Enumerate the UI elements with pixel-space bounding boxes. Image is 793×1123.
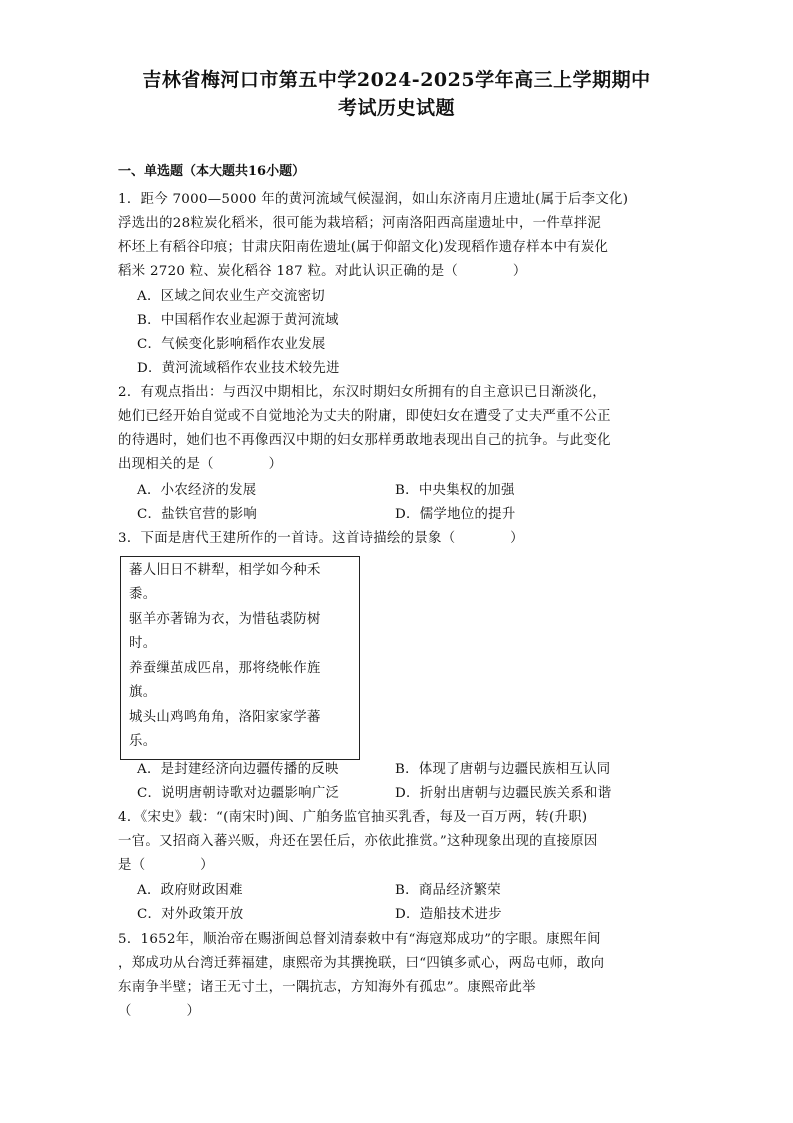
q2-stem-line: 的待遇时，她们也不再像西汉中期的妇女那样勇敢地表现出自己的抗争。与此变化: [118, 433, 611, 448]
poem-line: 驱羊亦著锦为衣，为惜毡裘防树: [129, 612, 321, 627]
q5-stem-line: 5．1652年，顺治帝在赐浙闽总督刘清泰敕中有“海寇郑成功”的字眼。康熙年间: [118, 932, 601, 947]
q4-option-b[interactable]: B．商品经济繁荣: [395, 883, 501, 898]
q1-option-b[interactable]: B．中国稻作农业起源于黄河流域: [137, 313, 339, 328]
poem-line: 黍。: [129, 587, 157, 602]
q4-stem-line: 一官。又招商入蕃兴贩，舟还在罢任后，亦依此推赏。”这种现象出现的直接原因: [118, 834, 598, 849]
q2-option-b[interactable]: B．中央集权的加强: [395, 483, 515, 498]
exam-title-line-1: 吉林省梅河口市第五中学2024-2025学年高三上学期期中: [142, 69, 651, 91]
poem-line: 城头山鸡鸣角角，洛阳家家学蕃: [129, 710, 321, 725]
exam-title-line-2: 考试历史试题: [337, 97, 455, 119]
q1-stem-line: 浮选出的28粒炭化稻米，很可能为栽培稻；河南洛阳西高崖遗址中，一件草拌泥: [118, 216, 602, 231]
q4-option-d[interactable]: D．造船技术进步: [395, 907, 502, 922]
q2-stem-line: 2．有观点指出：与西汉中期相比，东汉时期妇女所拥有的自主意识已日渐淡化，: [118, 385, 606, 400]
q1-stem-line: 1．距今 7000—5000 年的黄河流域气候湿润，如山东济南月庄遗址(属于后李文化): [118, 192, 629, 207]
q1-stem-line: 杯坯上有稻谷印痕；甘肃庆阳南佐遗址(属于仰韶文化)发现稻作遗存样本中有炭化: [118, 240, 609, 255]
q4-stem-line: 是（ ）: [118, 858, 214, 873]
poem-line: 蕃人旧日不耕犁，相学如今种禾: [129, 563, 321, 578]
poem-line: 乐。: [129, 734, 157, 749]
q3-option-b[interactable]: B．体现了唐朝与边疆民族相互认同: [395, 762, 611, 777]
q4-stem-line: 4．《宋史》载：“(南宋时)闽、广舶务监官抽买乳香，每及一百万两，转(升职): [118, 810, 588, 825]
q2-option-c[interactable]: C．盐铁官营的影响: [137, 507, 258, 522]
q5-stem-line: 东南争半壁；诸王无寸土，一隅抗志，方知海外有孤忠”。康熙帝此举: [118, 980, 536, 995]
q1-stem-line: 稻米 2720 粒、炭化稻谷 187 粒。对此认识正确的是（ ）: [118, 264, 527, 279]
q5-stem-line: ，郑成功从台湾迁葬福建，康熙帝为其撰挽联，曰“四镇多贰心，两岛屯师，敢向: [118, 956, 605, 971]
q1-option-a[interactable]: A．区域之间农业生产交流密切: [137, 289, 325, 304]
q4-option-c[interactable]: C．对外政策开放: [137, 907, 244, 922]
q5-stem-line: （ ）: [118, 1004, 201, 1019]
q1-option-d[interactable]: D．黄河流域稻作农业技术较先进: [137, 361, 340, 376]
q3-option-c[interactable]: C．说明唐朝诗歌对边疆影响广泛: [137, 786, 340, 801]
q3-option-d[interactable]: D．折射出唐朝与边疆民族关系和谐: [395, 786, 612, 801]
q4-option-a[interactable]: A．政府财政困难: [137, 883, 243, 898]
q2-option-a[interactable]: A．小农经济的发展: [137, 483, 257, 498]
poem-line: 旗。: [129, 685, 157, 700]
poem-line: 养蚕缫茧成匹帛，那将绕帐作旌: [129, 661, 321, 676]
q2-stem-line: 她们已经开始自觉或不自觉地沦为丈夫的附庸，即使妇女在遭受了丈夫严重不公正: [118, 409, 611, 424]
q2-stem-line: 出现相关的是（ ）: [118, 457, 283, 472]
section-heading: 一、单选题（本大题共16小题）: [118, 164, 306, 179]
q2-option-d[interactable]: D．儒学地位的提升: [395, 507, 516, 522]
q3-option-a[interactable]: A．是封建经济向边疆传播的反映: [137, 762, 339, 777]
q1-option-c[interactable]: C．气候变化影响稻作农业发展: [137, 337, 326, 352]
poem-box: [120, 556, 360, 760]
poem-line: 时。: [129, 636, 157, 651]
q3-stem-line: 3．下面是唐代王建所作的一首诗。这首诗描绘的景象（ ）: [118, 531, 524, 546]
